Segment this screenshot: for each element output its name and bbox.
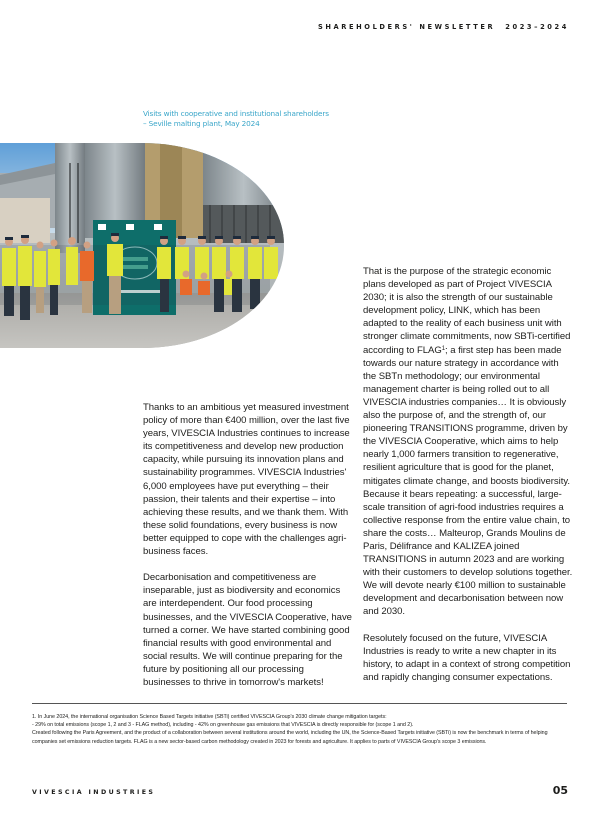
footnote-line-2: - 29% on total emissions (scope 1, 2 and 3 - FLAG method), including - 42% on greenhouse gas emissions that VIVESCIA is directly responsible for (scope 1 and 2).	[32, 722, 414, 729]
right-paragraph-1-part-a: That is the purpose of the strategic economic plans developed as part of Project VIVESCIA 2030; it is also the strength of our sustainable development policy, LINK, which has been adapted to the reality of each business unit with stronger climate commitments, now SBTi-certified according to FLAG	[363, 266, 571, 356]
right-paragraph-1-part-b: ; a first step has been made towards our nature strategy in accordance with the SBTn methodology; our environmental management charter is being rolled out to all VIVESCIA industries companies… It is obviously also the purpose of, and the strength of, our pioneering TRANSITIONS programme, driven by the VIVESCIA Cooperative, which aims to help nearly 1,000 farmers transition to regenerative, resilient agriculture that is good for the planet, mitigates climate change, and boosts biodiversity. Because it bears repeating: a successful, large-scale transition of agri-food industries requires a collective response from the entire value chain, to share the costs… Malteurop, Grands Moulins de Paris, Délifrance and KALIZEA joined TRANSITIONS in autumn 2023 and are working with their customers to develop solutions together. We will devote nearly €100 million to sustainable development and decarbonisation between now and 2030.	[363, 344, 573, 618]
group-photo	[0, 143, 284, 348]
newsletter-title: SHAREHOLDERS' NEWSLETTER	[317, 22, 496, 31]
footnote-line-1: 1. In June 2024, the international organisation Science Based Targets initiative (SBTi) certified VIVESCIA Group's 2030 climate change mitigation targets:	[32, 714, 387, 720]
left-paragraph-2: Decarbonisation and competitiveness are inseparable, just as biodiversity and economics are interdependent. Our food processing businesses, and the VIVESCIA Cooperative, have turned a corner. We have started combining good financial results with good environmental and social results. We will continue preparing for the future by positioning all our processing businesses to thrive in tomorrow's markets!	[143, 572, 352, 688]
footnote-reference[interactable]: 1	[441, 345, 446, 352]
left-paragraph-1: Thanks to an ambitious yet measured investment policy of more than €400 million, over the last five years, VIVESCIA Industries continues to increase its competitiveness and develop new production capacity, while pursuing its innovation plans and sustainability programmes. VIVESCIA Industries' 6,000 employees have put everything – their passion, their talents and their expertise – into achieving these results, and we thank them. With these solid foundations, every business is now better equipped to cope with the challenges agri-business faces.	[143, 402, 350, 558]
photo-caption-line-1: Visits with cooperative and institutional shareholders	[143, 109, 329, 118]
footnote-line-3: Created following the Paris Agreement, and the product of a collaboration between several institutions around the world, including the UN, the Science-Based Targets initiative (SBTi) is now the benchmark in terms of helping companies set emissions reduction targets. FLAG is a new sector-based carbon methodology created in 2023 for forests and agriculture. It applies to parts of VIVESCIA Group's scope 3 emissions.	[32, 730, 548, 745]
left-column-text	[143, 401, 353, 689]
footnote	[32, 713, 572, 746]
photo-caption-line-2: – Seville malting plant, May 2024	[143, 119, 260, 128]
footnote-divider	[32, 703, 567, 704]
page-number: 05	[552, 784, 568, 797]
newsletter-header	[318, 22, 569, 31]
right-paragraph-1	[363, 265, 573, 619]
group-photo-illustration	[0, 143, 284, 348]
newsletter-year: 2023–2024	[505, 22, 569, 31]
footer-brand: VIVESCIA INDUSTRIES	[32, 789, 156, 796]
photo-caption	[143, 109, 343, 129]
right-column-text	[363, 265, 573, 684]
right-paragraph-2: Resolutely focused on the future, VIVESCIA Industries is ready to write a new chapter in its history, to adapt in a context of strong competition and rapidly changing consumer expectations.	[363, 632, 571, 683]
